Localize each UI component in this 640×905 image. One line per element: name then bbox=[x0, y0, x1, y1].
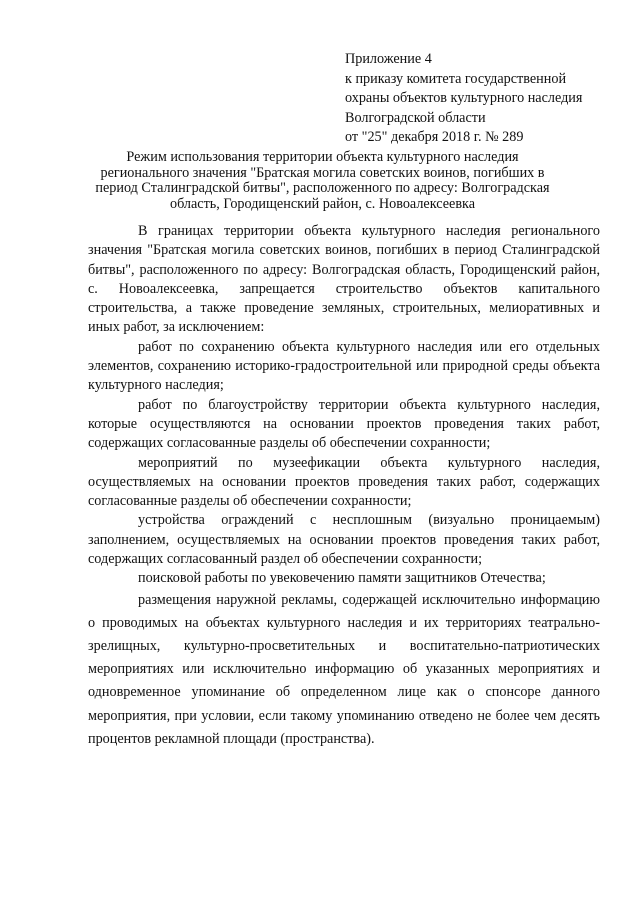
document-body bbox=[88, 222, 600, 751]
exception-item: устройства ограждений с несплошным (визуально проницаемым) заполнением, осуществляемых на основании проектов проведения таких работ, содержащих согласованный раздел об обеспечении сохранности; bbox=[88, 512, 600, 568]
appendix-header bbox=[345, 50, 615, 148]
exception-item: работ по благоустройству территории объекта культурного наследия, которые осуществляются на основании проектов проведения таких работ, содержащих согласованные разделы об обеспечении сохранности; bbox=[88, 396, 600, 452]
appendix-order-ref: к приказу комитета государственной bbox=[345, 70, 567, 87]
intro-paragraph: В границах территории объекта культурного наследия регионального значения "Братская могила советских воинов, погибших в период Сталинградской битвы", расположенного по адресу: Волгоградская область, Городищенский район, с. Новоалексеевка, запрещается строительство объектов капитального строительства, а также проведение земляных, строительных, мелиоративных и иных работ, за исключением: bbox=[88, 223, 600, 336]
exception-item: работ по сохранению объекта культурного наследия или его отдельных элементов, сохранению историко-градостроительной или природной среды объекта культурного наследия; bbox=[88, 338, 600, 394]
appendix-committee: охраны объектов культурного наследия bbox=[345, 90, 583, 106]
exception-item: мероприятий по музеефикации объекта культурного наследия, осуществляемых на основании проектов проведения таких работ, содержащих согласованные разделы об обеспечении сохранности; bbox=[88, 454, 600, 510]
appendix-number: Приложение 4 bbox=[345, 51, 432, 67]
exception-item: размещения наружной рекламы, содержащей исключительно информацию о проводимых на объектах культурного наследия и их территориях театрально-зрелищных, культурно-просветительных и воспитательно-патриотических мероприятиях или исключительно информацию об указанных мероприятиях и одновременное упоминание об определенном лице как о спонсоре данного мероприятия, при условии, если такому упоминанию отведено не более чем десять процентов рекламной площади (пространства). bbox=[88, 591, 600, 747]
document-title: Режим использования территории объекта культурного наследия регионального значения "Братская могила советских воинов, погибших в период Сталинградской битвы", расположенного по адресу: Волгоградская область, Городищенский район, с. Новоалексеевка bbox=[95, 149, 550, 212]
appendix-region: Волгоградской области bbox=[345, 109, 486, 126]
appendix-date-number: от "25" декабря 2018 г. № 289 bbox=[345, 129, 524, 145]
exception-item: поисковой работы по увековечению памяти защитников Отечества; bbox=[138, 570, 546, 587]
